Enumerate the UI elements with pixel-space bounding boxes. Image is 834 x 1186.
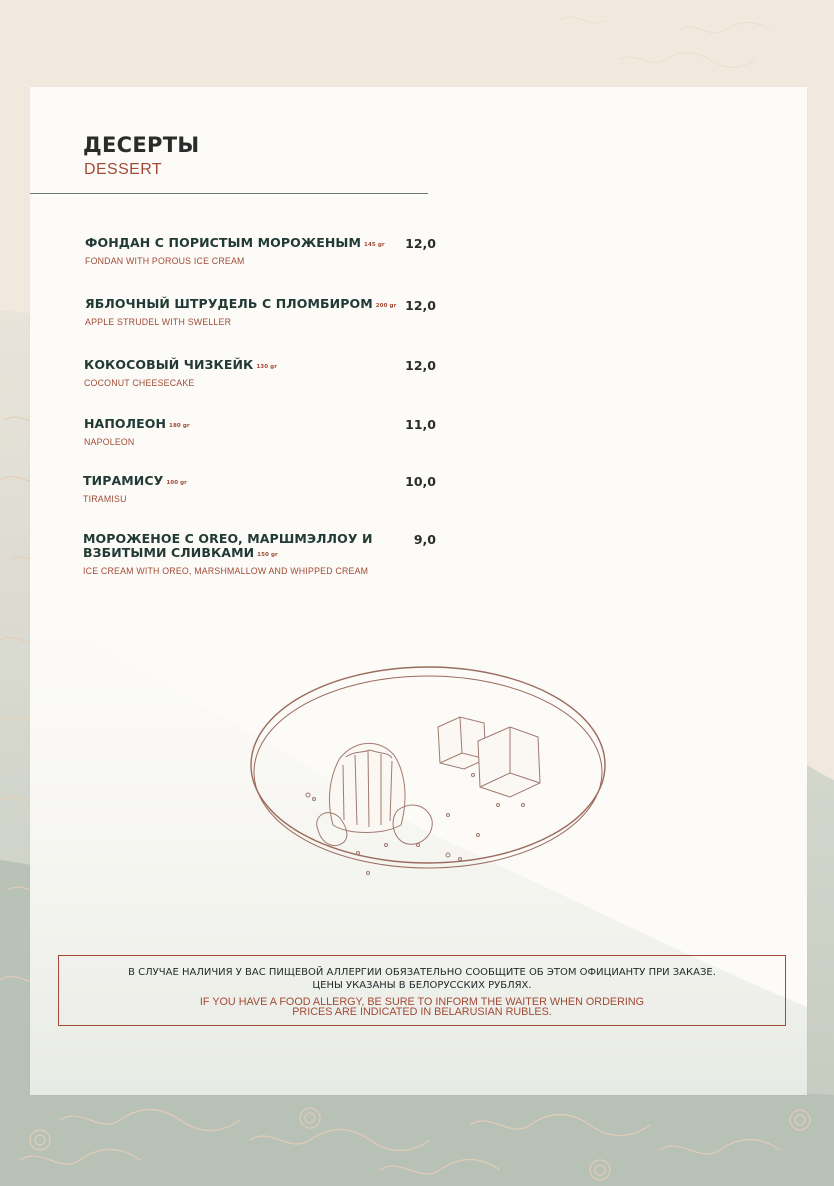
item-price: 12,0 (405, 298, 436, 313)
item-price: 12,0 (405, 358, 436, 373)
item-price: 12,0 (405, 236, 436, 251)
item-name-ru: МОРОЖЕНОЕ С OREO, МАРШМЭЛЛОУ И ВЗБИТЫМИ СЛИВКАМИ 150 gr (83, 531, 373, 560)
item-name-ru: ФОНДАН С ПОРИСТЫМ МОРОЖЕНЫМ 145 gr (85, 235, 385, 250)
menu-item (85, 297, 396, 327)
section-title-ru: ДЕСЕРТЫ (83, 133, 200, 157)
notice-ru: В СЛУЧАЕ НАЛИЧИЯ У ВАС ПИЩЕВОЙ АЛЛЕРГИИ ОБЯЗАТЕЛЬНО СООБЩИТЕ ОБ ЭТОМ ОФИЦИАНТУ ПРИ ЗАКАЗЕ. ЦЕНЫ УКАЗАНЫ В БЕЛОРУССКИХ РУБЛЯХ. (128, 967, 716, 991)
menu-page (30, 87, 807, 1095)
menu-item (83, 474, 187, 504)
dessert-plate-illustration (248, 655, 608, 885)
item-name-ru: ТИРАМИСУ 100 gr (83, 473, 187, 488)
allergy-notice (58, 955, 786, 1026)
item-weight: 150 gr (257, 552, 278, 558)
menu-item (84, 358, 277, 388)
item-weight: 130 gr (256, 364, 278, 370)
item-name-en: COCONUT CHEESECAKE (84, 378, 195, 388)
item-name-en: NAPOLEON (84, 437, 135, 447)
menu-item (85, 236, 385, 266)
section-title-en: DESSERT (84, 161, 163, 178)
notice-en: IF YOU HAVE A FOOD ALLERGY, BE SURE TO INFORM THE WAITER WHEN ORDERING PRICES ARE INDICATED IN BELARUSIAN RUBLES. (199, 996, 645, 1018)
item-price: 10,0 (405, 474, 436, 489)
item-name-ru: ЯБЛОЧНЫЙ ШТРУДЕЛЬ С ПЛОМБИРОМ 200 gr (85, 296, 397, 311)
item-name-en: ICE CREAM WITH OREO, MARSHMALLOW AND WHIPPED CREAM (83, 566, 369, 576)
title-divider (30, 193, 428, 194)
item-weight: 145 gr (364, 242, 385, 248)
item-name-ru: КОКОСОВЫЙ ЧИЗКЕЙК 130 gr (84, 357, 278, 372)
menu-item (83, 532, 373, 576)
item-name-en: APPLE STRUDEL WITH SWELLER (85, 317, 232, 327)
item-name-en: TIRAMISU (83, 494, 127, 504)
item-name-ru: НАПОЛЕОН 180 gr (84, 416, 190, 431)
menu-item (84, 417, 190, 447)
item-weight: 180 gr (169, 423, 190, 429)
item-price: 11,0 (405, 417, 436, 432)
item-weight: 100 gr (166, 480, 187, 486)
item-price: 9,0 (413, 532, 436, 547)
item-name-en: FONDAN WITH POROUS ICE CREAM (85, 256, 245, 266)
item-weight: 200 gr (375, 303, 397, 309)
